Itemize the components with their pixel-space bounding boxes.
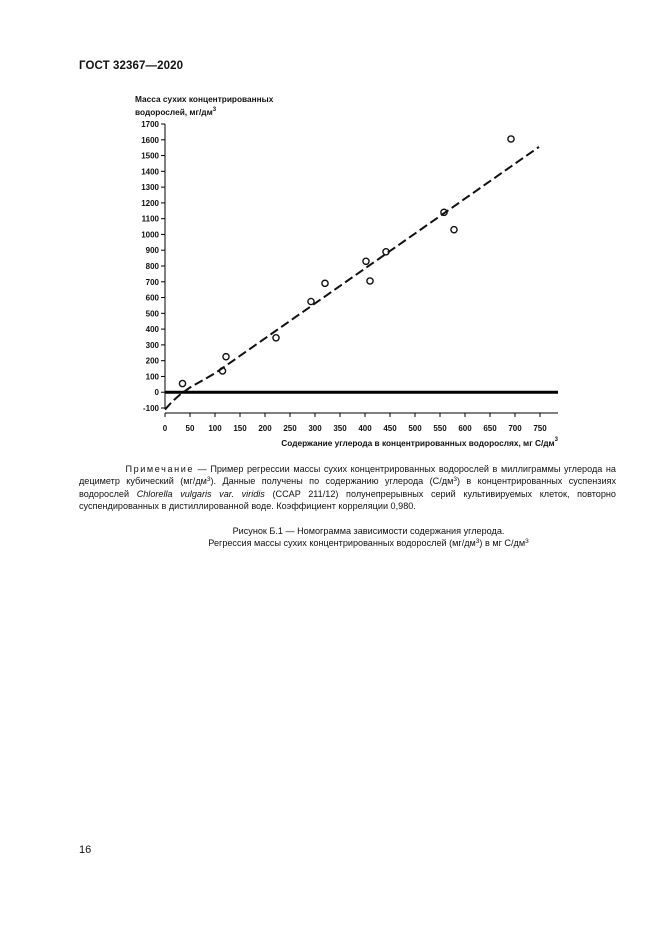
note-sup-1: 3 xyxy=(206,476,211,484)
y-tick-label: 800 xyxy=(145,262,159,271)
note-text-1: — Пример регрессии массы сухих концентрированных водорослей в миллиграммы углерода на дециметр кубический (мг/дм xyxy=(79,464,616,487)
x-tick-label: 350 xyxy=(333,424,347,433)
note-lead: Примечание xyxy=(125,464,195,474)
y-tick-label: 600 xyxy=(145,293,159,303)
x-tick-label: 200 xyxy=(258,424,272,433)
y-tick-label: 1400 xyxy=(141,167,159,177)
y-tick-label: 1100 xyxy=(141,214,159,224)
x-tick-label: 750 xyxy=(533,424,547,433)
y-axis xyxy=(141,120,165,413)
x-tick-label: 400 xyxy=(358,424,372,433)
x-tick-label: 450 xyxy=(383,424,397,433)
x-tick-label: 100 xyxy=(208,424,222,433)
data-point xyxy=(367,278,373,284)
data-point xyxy=(363,258,369,264)
x-tick-label: 700 xyxy=(508,424,522,433)
data-point xyxy=(322,280,328,286)
data-point xyxy=(508,136,514,142)
data-point xyxy=(308,298,314,304)
y-tick-label: 1300 xyxy=(141,183,159,193)
y-tick-label: 500 xyxy=(145,309,159,319)
regression-line xyxy=(165,147,539,410)
y-tick-label: 900 xyxy=(145,246,159,256)
x-tick-label: 650 xyxy=(483,424,497,433)
x-tick-label: 550 xyxy=(433,424,447,433)
x-tick-label: 50 xyxy=(185,424,195,433)
y-tick-label: 300 xyxy=(145,340,159,350)
figure-note xyxy=(79,463,616,512)
y-tick-label: 0 xyxy=(154,388,159,398)
y-tick-label: 100 xyxy=(145,372,159,382)
y-tick-label: 1000 xyxy=(141,230,159,240)
x-axis xyxy=(163,413,558,433)
data-points xyxy=(179,136,514,387)
note-text-2: ). Данные получены по содержанию углерода (С/дм xyxy=(210,476,454,487)
page-number: 16 xyxy=(79,844,92,856)
y-tick-label: 200 xyxy=(145,356,159,366)
x-tick-label: 150 xyxy=(233,424,247,433)
y-tick-label: 1500 xyxy=(141,151,159,161)
x-tick-label: 600 xyxy=(458,424,472,433)
regression-chart xyxy=(0,0,661,460)
y-tick-label: 1600 xyxy=(141,135,159,145)
note-text-3: ) в концентрированных суспензиях водорослей xyxy=(79,476,616,499)
data-point xyxy=(451,227,457,233)
x-tick-label: 0 xyxy=(162,424,168,433)
y-tick-label: 1700 xyxy=(141,120,159,129)
document-header: ГОСТ 32367—2020 xyxy=(79,60,184,72)
data-point xyxy=(179,380,185,386)
note-sup-2: 3 xyxy=(453,476,457,484)
y-tick-label: -100 xyxy=(142,404,159,413)
y-tick-label: 400 xyxy=(145,325,159,335)
data-point xyxy=(273,335,279,341)
figure-caption xyxy=(79,525,658,550)
y-axis-label-line2: водорослей, $мг/дм^3$ xyxy=(135,107,217,117)
caption-line-1: Рисунок Б.1 — Номограмма зависимости содержания углерода. xyxy=(232,526,505,536)
y-tick-label: 700 xyxy=(145,277,159,287)
caption-line-2: Регрессия массы сухих концентрированных водорослей $(мг/дм^3)$ в мг $С/дм^3$ xyxy=(208,538,529,549)
y-tick-label: 1200 xyxy=(141,198,159,208)
note-species: Chlorella vulgaris var. viridis xyxy=(136,488,265,499)
x-tick-label: 500 xyxy=(408,424,422,433)
x-tick-label: 300 xyxy=(308,424,322,433)
note-text-4: (CCAP 211/12) полунепрерывных серий культивируемых клеток, повторно суспендированных в дистиллированной воде. Коэффициент корреляции 0,980. xyxy=(79,488,616,511)
data-point xyxy=(223,354,229,360)
x-axis-label: Содержание углерода в концентрированных водорослях, мг $С/дм^3$ xyxy=(281,437,558,448)
y-axis-label-line1: Масса сухих концентрированных xyxy=(135,94,274,104)
x-tick-label: 250 xyxy=(283,424,297,433)
